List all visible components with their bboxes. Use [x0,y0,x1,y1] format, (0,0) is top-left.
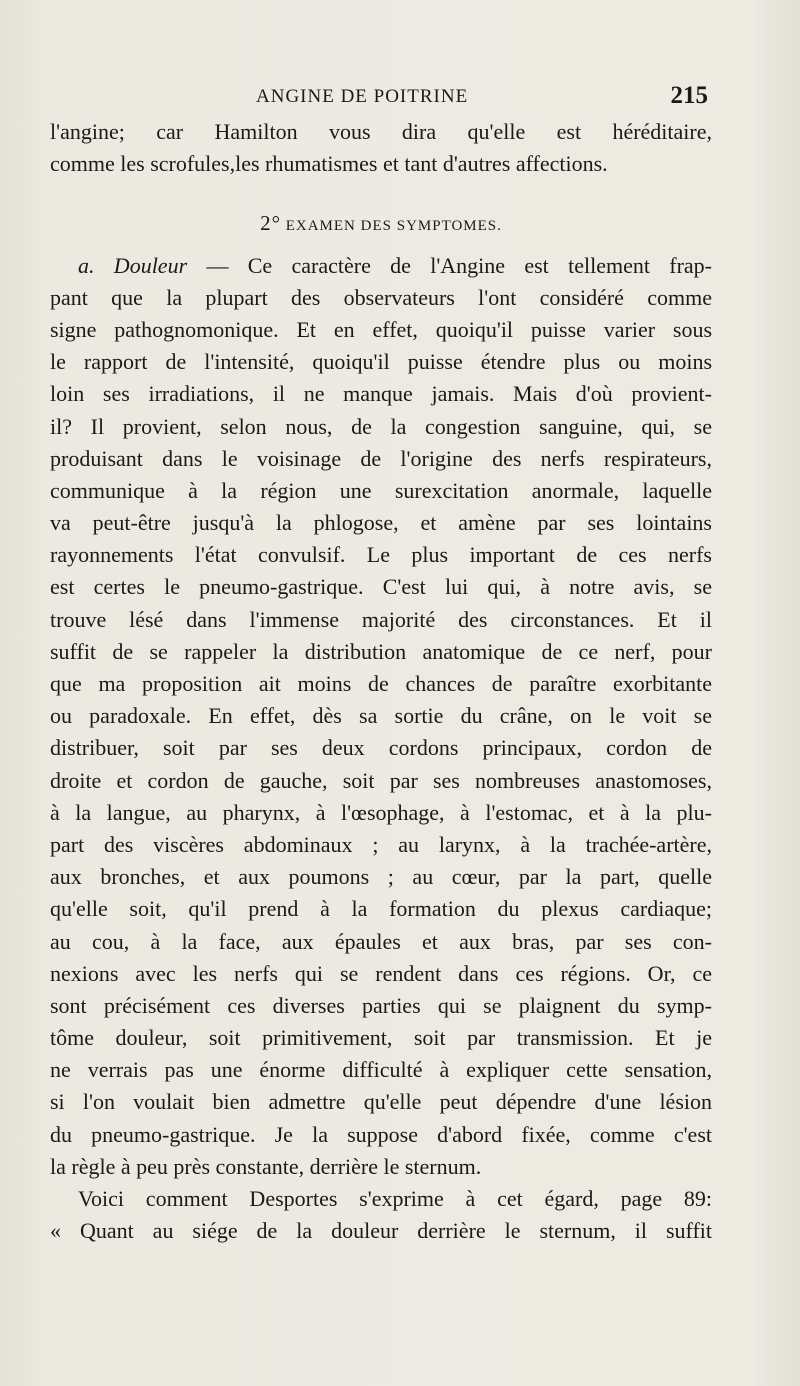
text-line: aux bronches, et aux poumons ; au cœur, par la part, quelle [50,864,712,890]
text-line: au cou, à la face, aux épaules et aux bras, par ses con- [50,928,712,954]
text-line: loin ses irradiations, il ne manque jamais. Mais d'où provient- [50,381,712,407]
page-header [50,80,708,120]
paragraph-lines [50,282,712,1183]
section-heading [50,207,712,239]
text-line: est certes le pneumo-gastrique. C'est lui qui, à notre avis, se [50,574,712,600]
text-line: que ma proposition ait moins de chances de paraître exorbitante [50,671,712,696]
text-line: sont précisément ces diverses parties qui se plaignent du symp- [50,992,712,1018]
paragraph-lead-text: — Ce caractère de l'Angine est tellement frap- [187,252,713,278]
text-line: suffit de se rappeler la distribution anatomique de ce nerf, pour [50,638,712,664]
text-line: rayonnements l'état convulsif. Le plus important de ces nerfs [50,542,712,568]
text-line: signe pathognomonique. Et en effet, quoiqu'il puisse varier sous [50,316,712,342]
text-line: Voici comment Desportes s'exprime à cet égard, page 89: [78,1186,712,1211]
text-line: pant que la plupart des observateurs l'ont considéré comme [50,284,712,310]
text-line: à la langue, au pharynx, à l'œsophage, à l'estomac, et à la plu- [50,799,712,825]
text-line: le rapport de l'intensité, quoiqu'il puisse étendre plus ou moins [50,349,712,375]
text-line: du pneumo-gastrique. Je la suppose d'abord fixée, comme c'est [50,1121,712,1147]
text-line: qu'elle soit, qu'il prend à la formation du plexus cardiaque; [50,896,712,922]
paragraph-douleur [50,250,712,1183]
page-body [50,116,712,1247]
text-line: tôme douleur, soit primitivement, soit par transmission. Et je [50,1025,712,1051]
running-title: ANGINE DE POITRINE [256,86,469,107]
text-line: ne verrais pas une énorme difficulté à expliquer cette sensation, [50,1057,712,1083]
text-line: distribuer, soit par ses deux cordons principaux, cordon de [50,735,712,761]
text-line: l'angine; car Hamilton vous dira qu'elle est héréditaire, [50,119,712,144]
text-line: communique à la région une surexcitation anormale, laquelle [50,477,712,503]
section-title: EXAMEN DES SYMPTOMES. [285,218,502,235]
text-line: « Quant au siége de la douleur derrière le sternum, il suffit [50,1218,712,1244]
text-line: il? Il provient, selon nous, de la congestion sanguine, qui, se [50,413,712,439]
text-line: si l'on voulait bien admettre qu'elle peut dépendre d'une lésion [50,1089,712,1115]
text-line: va peut-être jusqu'à la phlogose, et amène par ses lointains [50,510,712,536]
paragraph-desportes [50,1183,712,1247]
text-line: trouve lésé dans l'immense majorité des circonstances. Et il [50,606,712,632]
text-line: droite et cordon de gauche, soit par ses nombreuses anastomoses, [50,767,712,793]
section-number: 2° [260,211,281,236]
text-line: nexions avec les nerfs qui se rendent dans ces régions. Or, ce [50,960,712,986]
text-line [50,250,712,282]
text-line: la règle à peu près constante, derrière le sternum. [50,1153,482,1179]
text-line: part des viscères abdominaux ; au larynx, à la trachée-artère, [50,831,712,857]
text-line: ou paradoxale. En effet, dès sa sortie du crâne, on le voit se [50,703,712,729]
text-line: produisant dans le voisinage de l'origine des nerfs respirateurs, [50,445,712,471]
paragraph-label: a. Douleur [78,252,188,278]
text-line: comme les scrofules,les rhumatismes et tant d'autres affections. [50,151,608,177]
page-number: 215 [670,82,708,109]
